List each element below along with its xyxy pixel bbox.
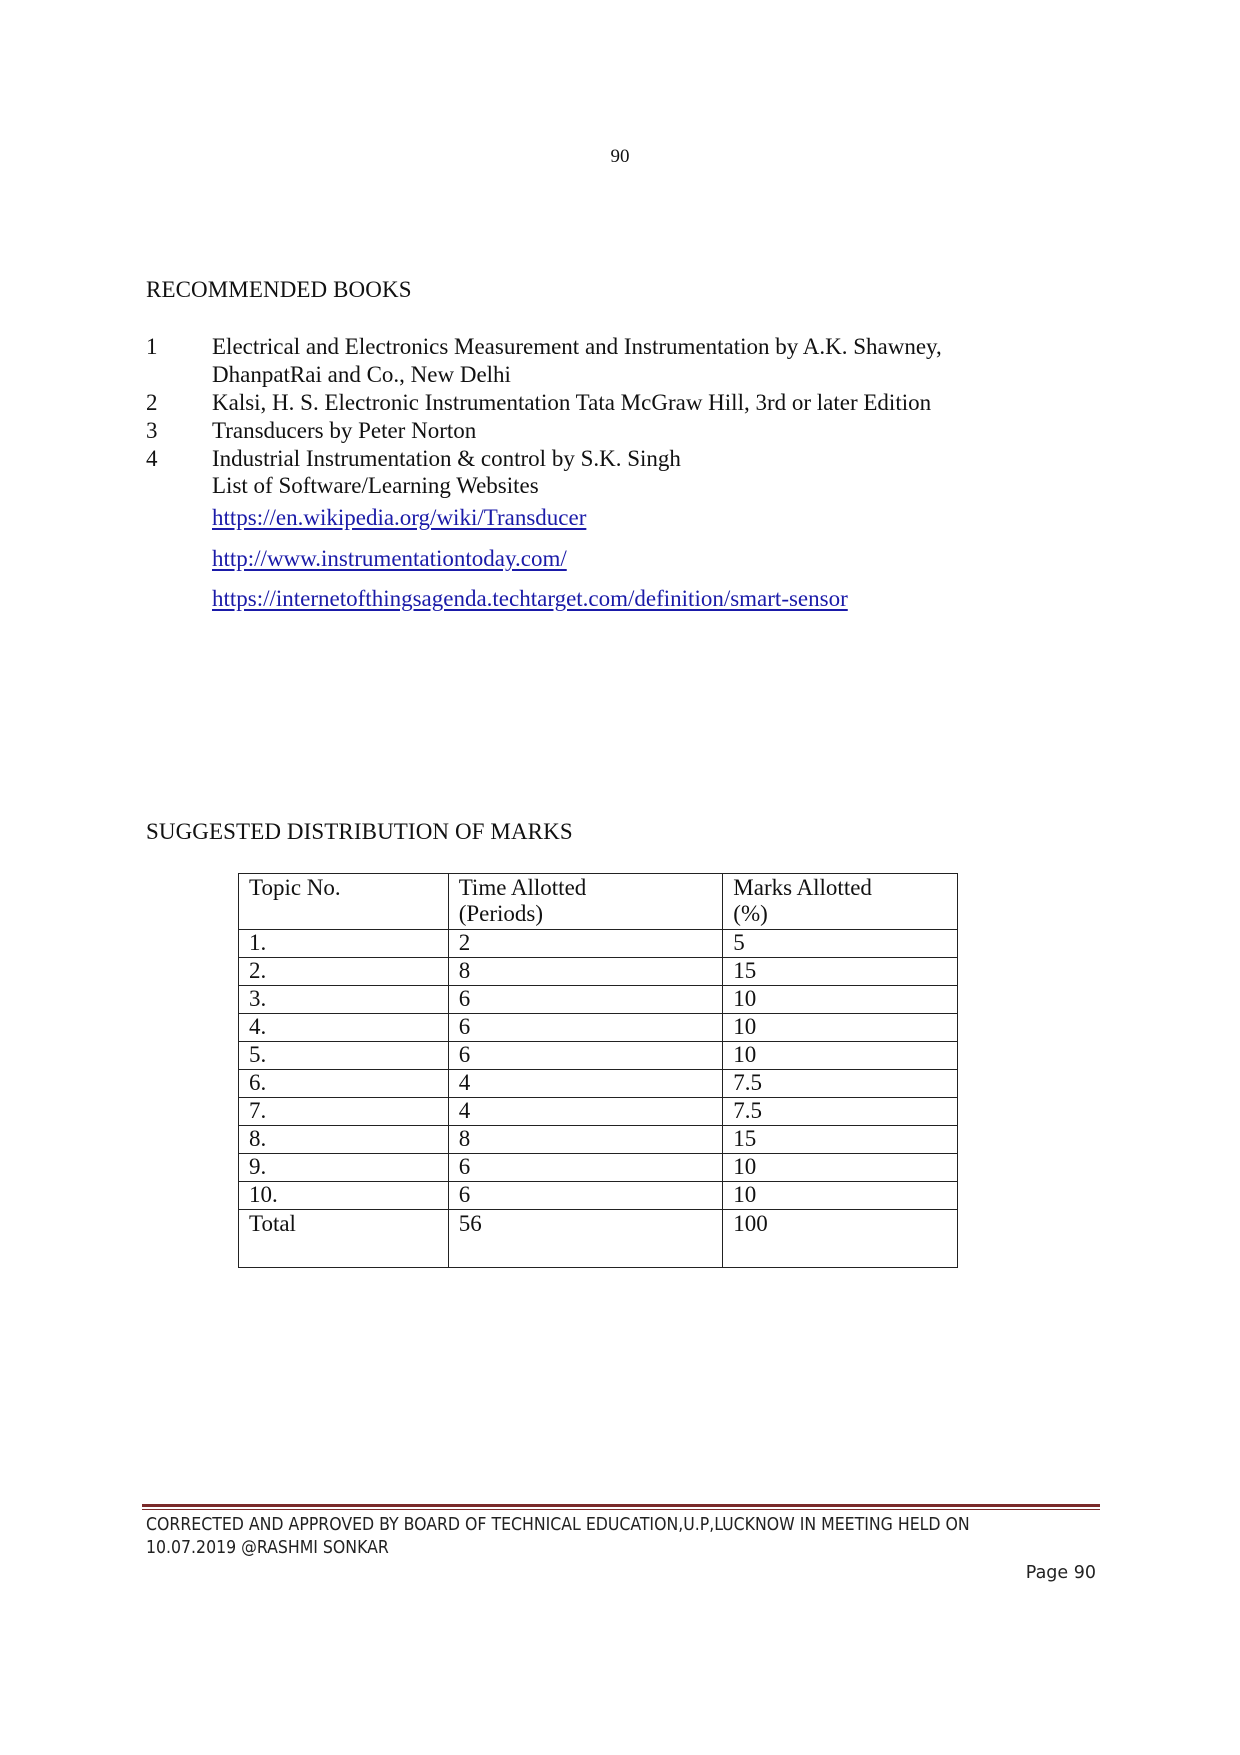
table-body (239, 930, 958, 1268)
book-number: 2 (146, 390, 158, 415)
topic-no-cell: 9. (239, 1154, 449, 1182)
time-allotted-cell: 4 (448, 1070, 723, 1098)
book-number: 4 (146, 446, 158, 471)
header-text: (Periods) (458, 901, 544, 926)
marks-allotted-cell: 10 (723, 1154, 958, 1182)
book-number: 3 (146, 418, 158, 443)
time-allotted-cell: 2 (448, 930, 723, 958)
table-row (239, 1098, 958, 1126)
table-header-row (239, 874, 958, 930)
table-row (239, 958, 958, 986)
table-row (239, 1154, 958, 1182)
table-row (239, 1182, 958, 1210)
recommended-books-heading: RECOMMENDED BOOKS (146, 277, 412, 302)
total-label-cell: Total (239, 1210, 449, 1268)
topic-no-cell: 10. (239, 1182, 449, 1210)
topic-no-cell: 8. (239, 1126, 449, 1154)
topic-no-cell: 3. (239, 986, 449, 1014)
topic-no-cell: 2. (239, 958, 449, 986)
marks-distribution-table (238, 873, 958, 1268)
book-title-line: DhanpatRai and Co., New Delhi (212, 362, 511, 387)
marks-allotted-cell: 15 (723, 1126, 958, 1154)
topic-no-cell: 6. (239, 1070, 449, 1098)
book-item (146, 445, 1046, 473)
book-title: Industrial Instrumentation & control by S.K. Singh (212, 446, 681, 471)
time-allotted-cell: 6 (448, 1182, 723, 1210)
footer-line: 10.07.2019 @RASHMI SONKAR (146, 1538, 389, 1558)
marks-allotted-cell: 10 (723, 986, 958, 1014)
total-marks-cell: 100 (723, 1210, 958, 1268)
header-text: Marks Allotted (733, 875, 872, 900)
footer-line: CORRECTED AND APPROVED BY BOARD OF TECHNICAL EDUCATION,U.P,LUCKNOW IN MEETING HELD ON (146, 1515, 970, 1535)
marks-distribution-heading: SUGGESTED DISTRIBUTION OF MARKS (146, 819, 573, 844)
book-title: Transducers by Peter Norton (212, 418, 477, 443)
marks-allotted-cell: 10 (723, 1042, 958, 1070)
book-item (146, 333, 1046, 389)
header-topic-no (239, 874, 449, 930)
marks-allotted-cell: 10 (723, 1182, 958, 1210)
smart-sensor-link[interactable]: https://internetofthingsagenda.techtarget.com/definition/smart-sensor (212, 586, 848, 611)
time-allotted-cell: 8 (448, 1126, 723, 1154)
header-time-allotted (448, 874, 723, 930)
table-row (239, 1126, 958, 1154)
book-title: Kalsi, H. S. Electronic Instrumentation Tata McGraw Hill, 3rd or later Edition (212, 390, 932, 415)
book-item (146, 389, 1046, 417)
marks-allotted-cell: 15 (723, 958, 958, 986)
time-allotted-cell: 8 (448, 958, 723, 986)
book-item (146, 417, 1046, 445)
total-time-cell: 56 (448, 1210, 723, 1268)
marks-allotted-cell: 7.5 (723, 1070, 958, 1098)
header-marks-allotted (723, 874, 958, 930)
time-allotted-cell: 6 (448, 986, 723, 1014)
table-row (239, 1042, 958, 1070)
wikipedia-transducer-link[interactable]: https://en.wikipedia.org/wiki/Transducer (212, 505, 587, 530)
marks-allotted-cell: 7.5 (723, 1098, 958, 1126)
footer-page-number: Page 90 (1025, 1563, 1096, 1583)
time-allotted-cell: 6 (448, 1014, 723, 1042)
table-row (239, 1014, 958, 1042)
table-row (239, 986, 958, 1014)
topic-no-cell: 5. (239, 1042, 449, 1070)
page-number-top: 90 (610, 146, 630, 167)
footer-rule (142, 1509, 1100, 1510)
footer-text (146, 1514, 1106, 1560)
topic-no-cell: 7. (239, 1098, 449, 1126)
topic-no-cell: 4. (239, 1014, 449, 1042)
table-row (239, 1070, 958, 1098)
book-title (212, 333, 1046, 389)
header-text: Time Allotted (458, 875, 587, 900)
time-allotted-cell: 6 (448, 1042, 723, 1070)
instrumentationtoday-link[interactable]: http://www.instrumentationtoday.com/ (212, 546, 567, 571)
book-number: 1 (146, 334, 158, 359)
table-row (239, 930, 958, 958)
topic-no-cell: 1. (239, 930, 449, 958)
footer-rule (142, 1504, 1100, 1507)
time-allotted-cell: 4 (448, 1098, 723, 1126)
software-websites-heading: List of Software/Learning Websites (212, 473, 539, 498)
time-allotted-cell: 6 (448, 1154, 723, 1182)
header-text: Topic No. (249, 875, 341, 900)
header-text: (%) (733, 901, 768, 926)
book-title-line: Electrical and Electronics Measurement and Instrumentation by A.K. Shawney, (212, 334, 942, 359)
table-total-row (239, 1210, 958, 1268)
book-list (146, 333, 1046, 473)
marks-allotted-cell: 5 (723, 930, 958, 958)
marks-allotted-cell: 10 (723, 1014, 958, 1042)
